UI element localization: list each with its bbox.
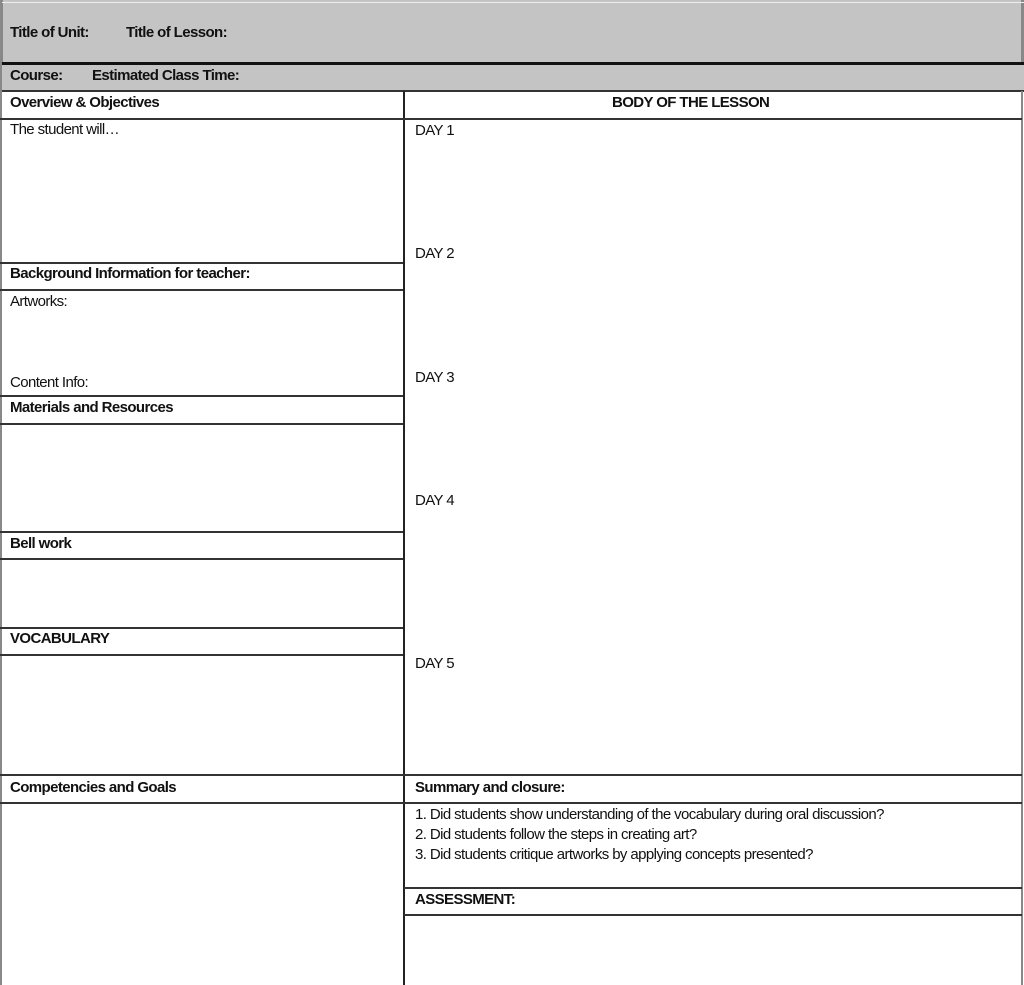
assessment-heading: ASSESSMENT: [415, 891, 516, 908]
content-info-label: Content Info: [10, 374, 89, 391]
body-heading: BODY OF THE LESSON [612, 94, 770, 111]
divider [0, 774, 1022, 776]
question-item: 2. Did students follow the steps in creating art? [415, 826, 697, 843]
divider [0, 802, 1022, 804]
question-item: 3. Did students critique artworks by applying concepts presented? [415, 846, 813, 863]
divider [0, 90, 1024, 92]
divider [0, 262, 403, 264]
day-label: DAY 2 [415, 245, 454, 262]
border-right [1021, 91, 1023, 985]
divider [0, 558, 403, 560]
day-label: DAY 5 [415, 655, 454, 672]
column-divider [403, 91, 405, 985]
divider [0, 289, 403, 291]
title-of-unit-label: Title of Unit: [10, 24, 89, 41]
course-label: Course: [10, 67, 63, 84]
day-label: DAY 1 [415, 122, 454, 139]
materials-heading: Materials and Resources [10, 399, 173, 416]
divider [404, 887, 1022, 889]
bellwork-heading: Bell work [10, 535, 72, 552]
estimated-class-time-label: Estimated Class Time: [92, 67, 240, 84]
divider [0, 654, 403, 656]
divider [0, 118, 1022, 120]
overview-heading: Overview & Objectives [10, 94, 160, 111]
divider [0, 2, 1024, 3]
day-label: DAY 3 [415, 369, 454, 386]
divider [404, 914, 1022, 916]
day-label: DAY 4 [415, 492, 454, 509]
question-item: 1. Did students show understanding of the vocabulary during oral discussion? [415, 806, 884, 823]
summary-heading: Summary and closure: [415, 779, 565, 796]
border-left [0, 0, 2, 985]
overview-text: The student will… [10, 121, 120, 138]
competencies-heading: Competencies and Goals [10, 779, 177, 796]
divider [0, 423, 403, 425]
background-heading: Background Information for teacher: [10, 265, 250, 282]
vocabulary-heading: VOCABULARY [10, 630, 110, 647]
divider [0, 395, 403, 397]
divider [0, 627, 403, 629]
divider [0, 531, 403, 533]
artworks-label: Artworks: [10, 293, 68, 310]
title-of-lesson-label: Title of Lesson: [126, 24, 227, 41]
